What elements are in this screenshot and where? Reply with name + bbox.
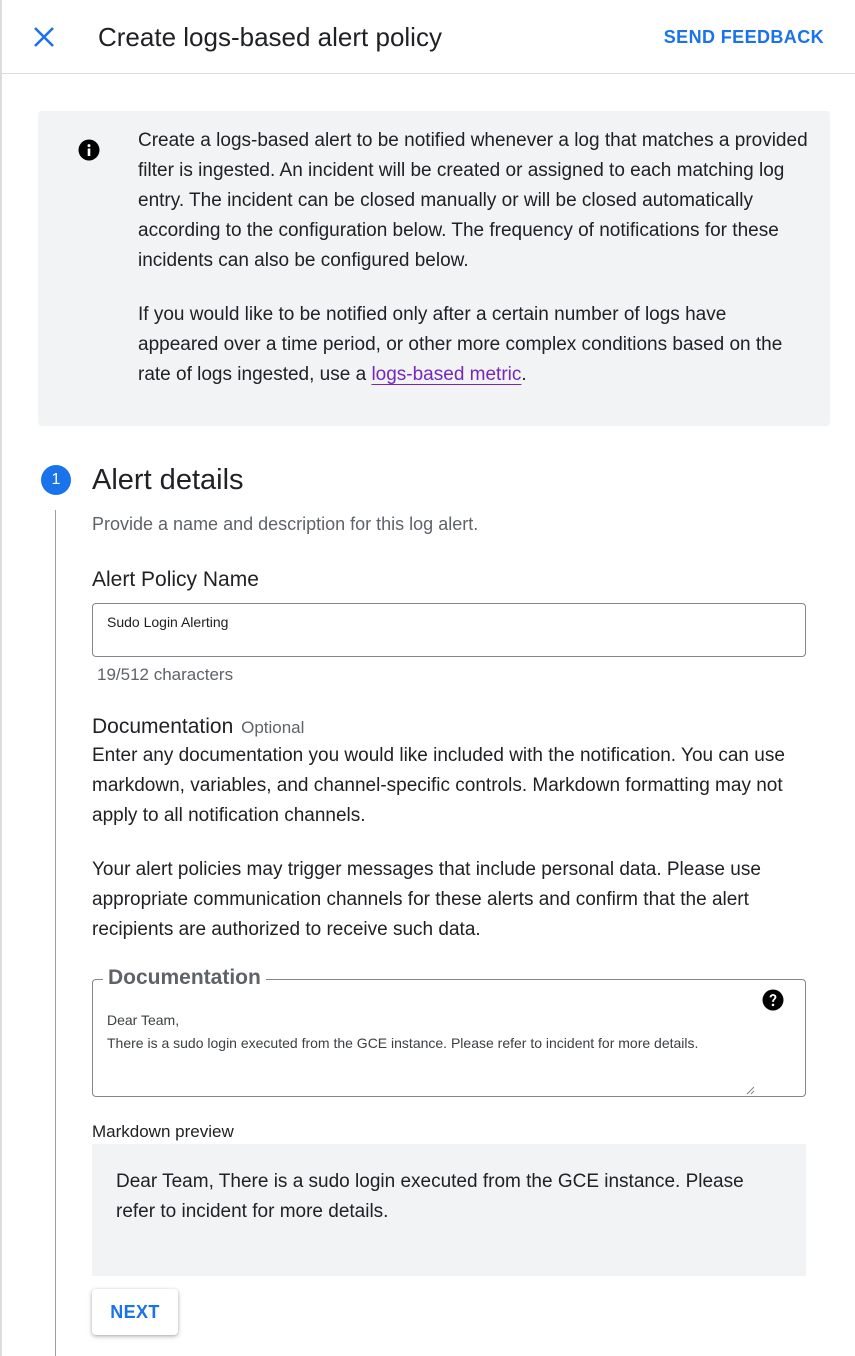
window-edge [0,0,2,1356]
page-header [0,0,855,74]
markdown-preview-box [92,1144,806,1276]
info-text-after-link: . [521,364,527,385]
documentation-field-label: Documentation [103,965,266,991]
info-text-before-link: If you would like to be notified only after a certain number of logs have appeared over a time period, or other more complex conditions based on the rate of logs ingested, use a [138,304,783,385]
info-icon [78,139,100,161]
close-icon [28,21,60,53]
step-number-badge: 1 [41,465,71,495]
info-banner [38,111,830,426]
personal-data-notice: Your alert policies may trigger messages that include personal data. Please use appropriate communication channels for these alerts and confirm that the alert recipients are authorized to receive such data. [92,859,761,940]
character-count: 19/512 characters [97,665,234,684]
step-connector-line [55,510,56,1356]
documentation-value: Dear Team, There is a sudo login executed from the GCE instance. Please refer to incident for more details. [107,1012,699,1051]
help-icon[interactable] [762,989,784,1011]
documentation-description: Enter any documentation you would like included with the notification. You can use markdown, variables, and channel-specific controls. Markdown formatting may not apply to all notification channels. [92,745,785,826]
next-button[interactable]: NEXT [92,1289,178,1335]
markdown-preview-text: Dear Team, There is a sudo login executed from the GCE instance. Please refer to incident for more details. [116,1171,744,1222]
info-paragraph [138,300,808,390]
documentation-textarea[interactable] [92,966,806,1097]
step-title: Alert details [92,464,244,496]
markdown-preview-label: Markdown preview [92,1122,234,1141]
alert-policy-name-label: Alert Policy Name [92,568,259,591]
alert-policy-name-input[interactable]: Sudo Login Alerting [92,603,806,657]
optional-tag: Optional [241,718,305,737]
step-subtitle: Provide a name and description for this log alert. [92,514,479,534]
documentation-heading [92,713,304,742]
send-feedback-button[interactable]: SEND FEEDBACK [663,27,824,47]
documentation-label: Documentation [92,715,234,738]
close-button[interactable] [28,21,60,53]
info-paragraph: Create a logs-based alert to be notified whenever a log that matches a provided filter is ingested. An incident will be created or assigned to each matching log entry. The incident can be closed manually or will be closed automatically according to the configuration below. The frequency of notifications for these incidents can also be configured below. [138,130,808,271]
info-text [138,126,808,390]
logs-based-metric-link[interactable]: logs-based metric [371,364,522,385]
resize-handle-icon[interactable] [745,1085,755,1095]
page-title: Create logs-based alert policy [98,22,442,52]
